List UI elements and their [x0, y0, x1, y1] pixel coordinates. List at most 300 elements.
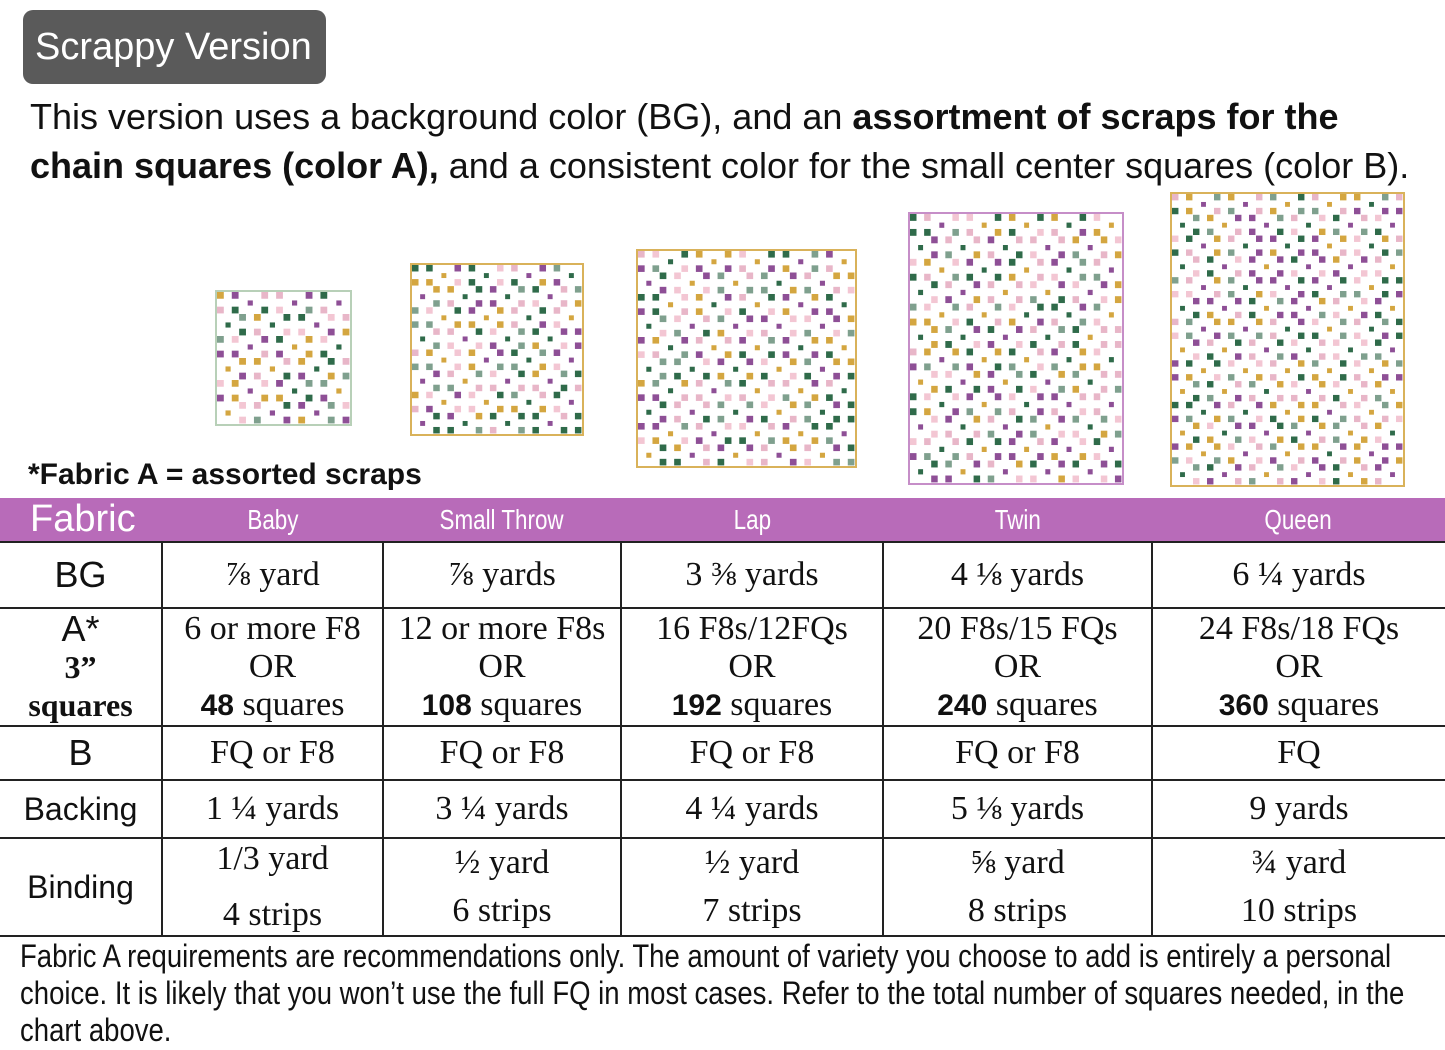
binding-queen: [1152, 838, 1445, 936]
quilt-center-square: [961, 380, 966, 385]
quilt-chain-square: [476, 300, 483, 306]
quilt-chain-square: [1214, 443, 1220, 449]
quilt-chain-square: [1037, 319, 1044, 326]
quilt-chain-square: [1094, 274, 1101, 281]
quilt-chain-square: [967, 363, 974, 370]
quilt-chain-square: [696, 308, 703, 315]
quilt-chain-square: [1291, 340, 1297, 346]
quilt-chain-square: [945, 431, 952, 438]
quilt-chain-square: [320, 336, 327, 343]
quilt-chain-square: [412, 279, 419, 285]
quilt-chain-square: [924, 319, 931, 326]
quilt-center-square: [1348, 431, 1353, 436]
quilt-chain-square: [476, 385, 483, 391]
quilt-chain-square: [826, 294, 833, 301]
quilt-chain-square: [1361, 395, 1367, 401]
quilt-chain-square: [674, 316, 681, 323]
quilt-center-square: [505, 379, 510, 384]
quilt-chain-square: [511, 321, 518, 327]
quilt-chain-square: [276, 307, 283, 314]
quilt-chain-square: [276, 380, 283, 387]
quilt-chain-square: [703, 445, 710, 452]
quilt-chain-square: [1270, 236, 1276, 242]
quilt-chain-square: [768, 265, 775, 272]
quilt-chain-square: [1291, 312, 1297, 318]
quilt-chain-square: [931, 461, 938, 468]
quilt-chain-square: [306, 292, 313, 299]
quilt-chain-square: [476, 286, 483, 292]
quilt-chain-square: [1333, 229, 1339, 235]
quilt-chain-square: [674, 416, 681, 423]
quilt-chain-square: [1298, 416, 1304, 422]
quilt-chain-square: [703, 373, 710, 380]
quilt-chain-square: [1228, 457, 1234, 463]
quilt-chain-square: [1382, 333, 1388, 339]
quilt-chain-square: [1115, 476, 1122, 483]
quilt-chain-square: [1270, 208, 1276, 214]
quilt-chain-square: [1009, 363, 1016, 370]
quilt-chain-square: [725, 251, 732, 258]
quilt-chain-square: [261, 307, 268, 314]
quilt-chain-square: [945, 326, 952, 333]
quilt-chain-square: [1172, 360, 1178, 366]
quilt-chain-square: [532, 342, 539, 348]
quilt-chain-square: [681, 351, 688, 358]
quilt-chain-square: [1058, 386, 1065, 393]
quilt-chain-square: [1235, 464, 1241, 470]
quilt-chain-square: [1396, 416, 1402, 422]
quilt-chain-square: [1312, 333, 1318, 339]
quilt-chain-square: [455, 364, 462, 370]
quilt-chain-square: [426, 364, 433, 370]
quilt-center-square: [1024, 447, 1029, 452]
quilt-chain-square: [532, 328, 539, 334]
quilt-chain-square: [995, 438, 1002, 445]
quilt-chain-square: [298, 402, 305, 409]
quilt-chain-square: [320, 307, 327, 314]
quilt-chain-square: [1115, 236, 1122, 243]
quilt-chain-square: [561, 371, 568, 377]
quilt-chain-square: [1298, 374, 1304, 380]
quilt-chain-square: [261, 380, 268, 387]
quilt-chain-square: [412, 406, 419, 412]
quilt-chain-square: [910, 304, 917, 311]
quilt-chain-square: [1080, 393, 1087, 400]
quilt-chain-square: [804, 316, 811, 323]
quilt-chain-square: [1340, 402, 1346, 408]
quilt-chain-square: [1375, 270, 1381, 276]
quilt-chain-square: [1009, 349, 1016, 356]
quilt-chain-square: [433, 413, 440, 419]
quilt-chain-square: [1193, 437, 1199, 443]
quilt-chain-square: [1270, 291, 1276, 297]
quilt-chain-square: [1235, 381, 1241, 387]
quilt-chain-square: [532, 371, 539, 377]
quilt-chain-square: [1298, 402, 1304, 408]
quilt-chain-square: [739, 351, 746, 358]
quilt-center-square: [777, 453, 782, 458]
quilt-chain-square: [490, 413, 497, 419]
quilt-chain-square: [1291, 395, 1297, 401]
quilt-chain-square: [1037, 229, 1044, 236]
quilt-chain-square: [1361, 270, 1367, 276]
quilt-chain-square: [924, 363, 931, 370]
quilt-chain-square: [1214, 374, 1220, 380]
quilt-center-square: [1003, 469, 1008, 474]
quilt-chain-square: [433, 371, 440, 377]
a-twin-or: OR: [993, 647, 1042, 685]
quilt-chain-square: [1382, 319, 1388, 325]
quilt-center-square: [1024, 357, 1029, 362]
quilt-chain-square: [696, 337, 703, 344]
binding-twin-yard: ⅝ yard: [970, 844, 1065, 881]
quilt-chain-square: [1228, 416, 1234, 422]
quilt-chain-square: [1249, 395, 1255, 401]
quilt-chain-square: [1256, 333, 1262, 339]
quilt-chain-square: [426, 279, 433, 285]
quilt-chain-square: [497, 279, 504, 285]
quilt-chain-square: [1312, 277, 1318, 283]
quilt-chain-square: [1256, 402, 1262, 408]
quilt-chain-square: [1319, 395, 1325, 401]
quilt-chain-square: [518, 371, 525, 377]
a-queen-count: 360: [1218, 688, 1269, 722]
quilt-chain-square: [1073, 386, 1080, 393]
quilt-chain-square: [931, 431, 938, 438]
quilt-chain-square: [812, 380, 819, 387]
quilt-chain-square: [1319, 381, 1325, 387]
quilt-chain-square: [1333, 215, 1339, 221]
quilt-chain-square: [433, 286, 440, 292]
table-row-b: [0, 726, 1445, 780]
quilt-chain-square: [967, 408, 974, 415]
quilt-chain-square: [1319, 256, 1325, 262]
quilt-center-square: [1390, 472, 1395, 477]
quilt-chain-square: [1249, 340, 1255, 346]
quilt-chain-square: [1249, 256, 1255, 262]
quilt-chain-square: [945, 416, 952, 423]
quilt-chain-square: [1101, 431, 1108, 438]
a-lap-top: 16 F8s/12FQs: [656, 609, 848, 647]
quilt-chain-square: [952, 393, 959, 400]
quilt-chain-square: [783, 251, 790, 258]
version-badge: Scrappy Version: [23, 10, 326, 84]
quilt-chain-square: [1193, 298, 1199, 304]
quilt-chain-square: [974, 386, 981, 393]
quilt-chain-square: [1080, 453, 1087, 460]
quilt-center-square: [690, 324, 695, 329]
quilt-chain-square: [1333, 423, 1339, 429]
quilt-chain-square: [343, 314, 350, 321]
quilt-chain-square: [1319, 423, 1325, 429]
quilt-chain-square: [848, 402, 855, 409]
quilt-center-square: [711, 345, 716, 350]
quilt-center-square: [1088, 245, 1093, 250]
quilt-chain-square: [703, 459, 710, 466]
quilt-chain-square: [217, 351, 224, 358]
quilt-chain-square: [703, 359, 710, 366]
quilt-chain-square: [952, 319, 959, 326]
binding-lap-strips: 7 strips: [702, 892, 802, 929]
quilt-chain-square: [497, 350, 504, 356]
quilt-chain-square: [945, 371, 952, 378]
quilt-chain-square: [554, 307, 561, 313]
quilt-chain-square: [1186, 194, 1192, 200]
quilt-chain-square: [833, 287, 840, 294]
quilt-chain-square: [1382, 236, 1388, 242]
quilt-chain-square: [412, 265, 419, 271]
quilt-chain-square: [1333, 478, 1339, 484]
quilt-center-square: [225, 366, 230, 371]
header-lap-label: Lap: [733, 503, 771, 535]
backing-small-throw: 3 ¼ yards: [383, 780, 621, 838]
quilt-chain-square: [638, 423, 645, 430]
quilt-chain-square: [1228, 319, 1234, 325]
quilt-chain-square: [497, 392, 504, 398]
quilt-chain-square: [1115, 341, 1122, 348]
quilt-chain-square: [833, 330, 840, 337]
quilt-chain-square: [952, 214, 959, 221]
quilt-center-square: [646, 281, 651, 286]
quilt-chain-square: [1193, 353, 1199, 359]
quilt-chain-square: [497, 307, 504, 313]
quilt-chain-square: [1228, 333, 1234, 339]
quilt-chain-square: [747, 273, 754, 280]
quilt-chain-square: [1312, 319, 1318, 325]
quilt-center-square: [248, 300, 253, 305]
quilt-chain-square: [447, 328, 454, 334]
quilt-center-square: [463, 336, 468, 341]
quilt-chain-square: [1037, 438, 1044, 445]
quilt-chain-square: [561, 328, 568, 334]
quilt-chain-square: [761, 330, 768, 337]
quilt-chain-square: [1312, 443, 1318, 449]
quilt-chain-square: [833, 416, 840, 423]
quilt-chain-square: [761, 459, 768, 466]
quilt-center-square: [1264, 389, 1269, 394]
quilt-chain-square: [1115, 371, 1122, 378]
quilt-pattern-baby: [217, 292, 350, 424]
quilt-chain-square: [433, 342, 440, 348]
quilt-chain-square: [532, 427, 539, 433]
quilt-chain-square: [1073, 371, 1080, 378]
quilt-chain-square: [476, 413, 483, 419]
quilt-center-square: [526, 315, 531, 320]
quilt-center-square: [982, 402, 987, 407]
quilt-chain-square: [910, 274, 917, 281]
quilt-chain-square: [790, 402, 797, 409]
quilt-chain-square: [426, 321, 433, 327]
quilt-chain-square: [804, 402, 811, 409]
intro-text-1: This version uses a background color (BG), and an: [30, 96, 853, 137]
quilt-chain-square: [747, 316, 754, 323]
quilt-chain-square: [1101, 251, 1108, 258]
quilt-chain-square: [1228, 236, 1234, 242]
quilt-chain-square: [1073, 251, 1080, 258]
quilt-chain-square: [826, 423, 833, 430]
quilt-pattern-twin: [910, 214, 1122, 483]
quilt-chain-square: [284, 402, 291, 409]
bg-lap: 3 ⅜ yards: [621, 542, 883, 608]
quilt-chain-square: [412, 321, 419, 327]
quilt-center-square: [1369, 285, 1374, 290]
quilt-chain-square: [1115, 386, 1122, 393]
quilt-chain-square: [945, 281, 952, 288]
quilt-chain-square: [783, 308, 790, 315]
quilt-chain-square: [447, 286, 454, 292]
quilt-chain-square: [804, 459, 811, 466]
quilt-center-square: [1306, 264, 1311, 269]
quilt-chain-square: [652, 294, 659, 301]
quilt-chain-square: [1009, 214, 1016, 221]
quilt-chain-square: [674, 373, 681, 380]
quilt-chain-square: [1340, 277, 1346, 283]
a-twin: [883, 608, 1152, 726]
fabric-a-note: *Fabric A = assorted scraps: [28, 458, 422, 491]
quilt-chain-square: [1235, 270, 1241, 276]
quilt-chain-square: [1354, 416, 1360, 422]
quilt-center-square: [668, 388, 673, 393]
quilt-center-square: [1243, 202, 1248, 207]
quilt-chain-square: [967, 304, 974, 311]
quilt-center-square: [1390, 306, 1395, 311]
quilt-chain-square: [674, 273, 681, 280]
quilt-chain-square: [1354, 374, 1360, 380]
quilt-chain-square: [1030, 476, 1037, 483]
quilt-chain-square: [931, 296, 938, 303]
quilt-chain-square: [1270, 249, 1276, 255]
quilt-chain-square: [426, 350, 433, 356]
quilt-chain-square: [343, 417, 350, 424]
quilt-chain-square: [1235, 312, 1241, 318]
quilt-center-square: [918, 469, 923, 474]
quilt-chain-square: [232, 336, 239, 343]
quilt-chain-square: [696, 251, 703, 258]
quilt-chain-square: [660, 316, 667, 323]
quilt-chain-square: [1382, 416, 1388, 422]
quilt-chain-square: [1354, 443, 1360, 449]
quilt-chain-square: [455, 307, 462, 313]
quilt-center-square: [1243, 244, 1248, 249]
quilt-chain-square: [747, 416, 754, 423]
binding-small-throw-yard: ½ yard: [454, 844, 550, 881]
quilt-chain-square: [1228, 443, 1234, 449]
quilt-chain-square: [476, 371, 483, 377]
quilt-chain-square: [1277, 353, 1283, 359]
quilt-chain-square: [469, 392, 476, 398]
quilt-chain-square: [232, 395, 239, 402]
quilt-chain-square: [1073, 281, 1080, 288]
quilt-chain-square: [426, 307, 433, 313]
quilt-chain-square: [638, 251, 645, 258]
quilt-chain-square: [783, 265, 790, 272]
quilt-chain-square: [1319, 437, 1325, 443]
a-twin-squares: [884, 686, 1151, 725]
quilt-chain-square: [1193, 215, 1199, 221]
quilt-chain-square: [1312, 374, 1318, 380]
quilt-chain-square: [1235, 437, 1241, 443]
quilt-chain-square: [848, 330, 855, 337]
quilt-chain-square: [518, 328, 525, 334]
quilt-center-square: [939, 223, 944, 228]
quilt-center-square: [918, 290, 923, 295]
quilt-chain-square: [833, 459, 840, 466]
quilt-chain-square: [924, 214, 931, 221]
quilt-chain-square: [1291, 353, 1297, 359]
quilt-chain-square: [988, 371, 995, 378]
quilt-chain-square: [945, 296, 952, 303]
quilt-chain-square: [1256, 194, 1262, 200]
quilt-chain-square: [910, 214, 917, 221]
quilt-chain-square: [1030, 386, 1037, 393]
quilt-chain-square: [1256, 277, 1262, 283]
quilt-center-square: [1243, 451, 1248, 456]
a-baby-squares: [163, 686, 382, 725]
quilt-chain-square: [1270, 333, 1276, 339]
quilt-center-square: [820, 367, 825, 372]
quilt-chain-square: [967, 229, 974, 236]
quilt-chain-square: [652, 394, 659, 401]
quilt-center-square: [569, 400, 574, 405]
quilt-chain-square: [783, 423, 790, 430]
quilt-chain-square: [768, 308, 775, 315]
quilt-chain-square: [1016, 416, 1023, 423]
quilt-center-square: [441, 358, 446, 363]
quilt-chain-square: [1375, 478, 1381, 484]
quilt-chain-square: [848, 416, 855, 423]
quilt-chain-square: [455, 279, 462, 285]
quilt-chain-square: [833, 402, 840, 409]
quilt-chain-square: [681, 251, 688, 258]
quilt-center-square: [1327, 451, 1332, 456]
quilt-chain-square: [652, 351, 659, 358]
quilt-chain-square: [761, 316, 768, 323]
quilt-chain-square: [1016, 341, 1023, 348]
quilt-chain-square: [1319, 215, 1325, 221]
quilt-chain-square: [284, 358, 291, 365]
quilt-chain-square: [1030, 416, 1037, 423]
quilt-chain-square: [988, 431, 995, 438]
quilt-chain-square: [561, 427, 568, 433]
quilt-chain-square: [1193, 395, 1199, 401]
quilt-chain-square: [931, 371, 938, 378]
quilt-center-square: [982, 223, 987, 228]
quilt-center-square: [777, 367, 782, 372]
quilt-chain-square: [1214, 402, 1220, 408]
quilt-chain-square: [1037, 274, 1044, 281]
quilt-chain-square: [952, 259, 959, 266]
quilt-center-square: [690, 453, 695, 458]
quilt-chain-square: [974, 416, 981, 423]
quilt-chain-square: [988, 461, 995, 468]
quilt-chain-square: [696, 294, 703, 301]
quilt-chain-square: [761, 402, 768, 409]
quilt-chain-square: [1291, 215, 1297, 221]
quilt-chain-square: [1193, 256, 1199, 262]
quilt-chain-square: [1016, 386, 1023, 393]
quilt-center-square: [646, 324, 651, 329]
quilt-center-square: [270, 366, 275, 371]
quilt-chain-square: [1214, 416, 1220, 422]
quilt-chain-square: [433, 385, 440, 391]
quilt-chain-square: [995, 304, 1002, 311]
quilt-center-square: [1327, 244, 1332, 249]
quilt-chain-square: [988, 476, 995, 483]
quilt-chain-square: [1340, 319, 1346, 325]
quilt-chain-square: [540, 321, 547, 327]
quilt-chain-square: [761, 445, 768, 452]
quilt-chain-square: [1172, 208, 1178, 214]
